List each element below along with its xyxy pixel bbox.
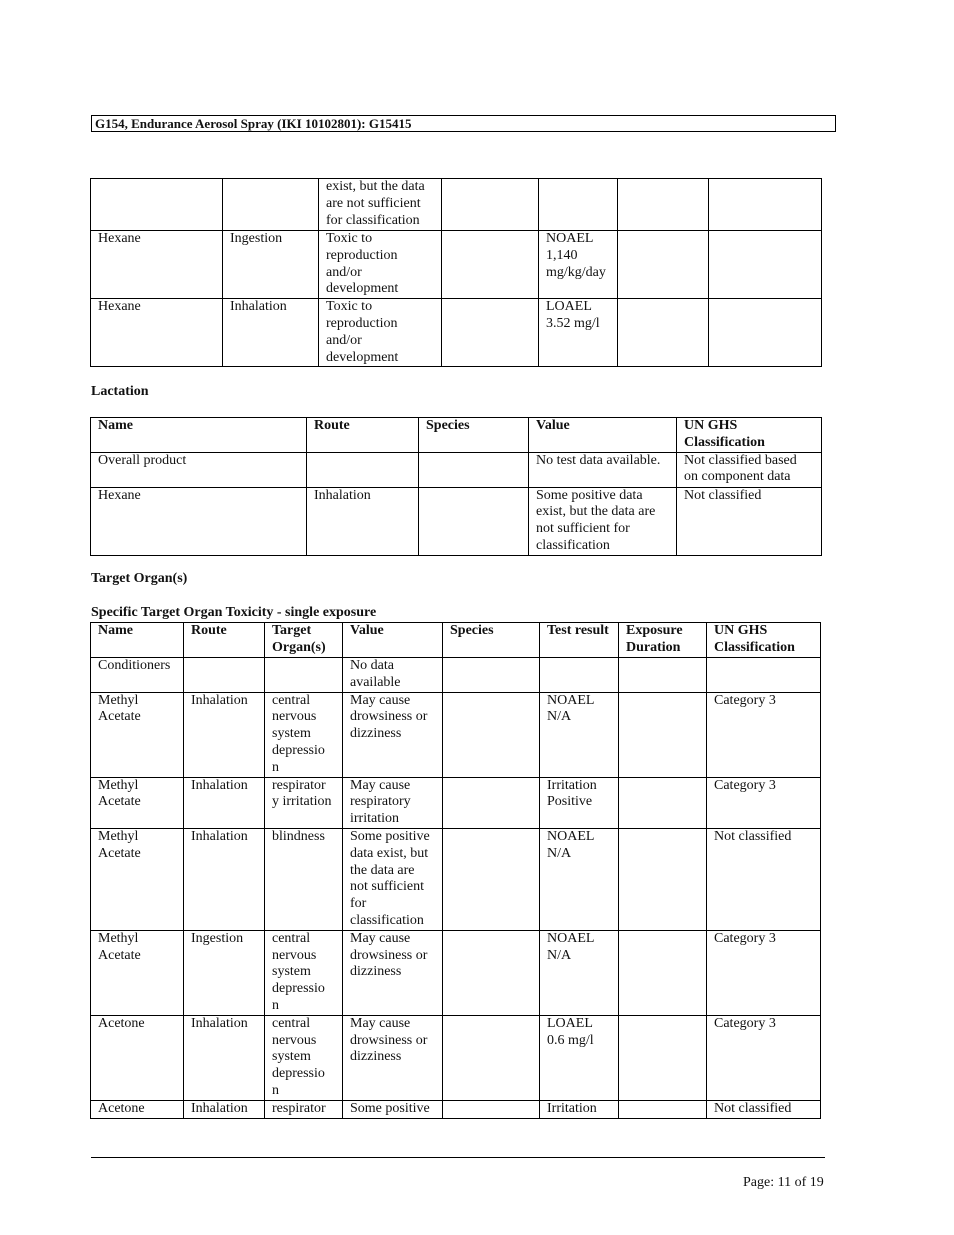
- stot-single-exposure-table: [90, 622, 821, 1119]
- duration-cell: [618, 231, 709, 299]
- value-cell: LOAEL 3.52 mg/l: [539, 299, 618, 367]
- name-cell: [91, 179, 223, 231]
- classification-cell: Category 3: [707, 777, 821, 828]
- duration-cell: [619, 828, 707, 930]
- route-cell: Ingestion: [184, 930, 265, 1015]
- species-cell: [442, 299, 539, 367]
- organ-cell: central nervous system depressio n: [265, 1015, 343, 1100]
- column-header-target-organ: Target Organ(s): [265, 623, 343, 658]
- route-cell: Inhalation: [307, 487, 419, 555]
- table-row: [91, 1100, 821, 1118]
- value-cell: Some positive data exist, but the data are not sufficient for classification: [343, 828, 443, 930]
- table-row: [91, 658, 821, 693]
- table-row: [91, 231, 822, 299]
- column-header-route: Route: [184, 623, 265, 658]
- outcome-cell: Toxic to reproduction and/or development: [319, 299, 442, 367]
- value-cell: No data available: [343, 658, 443, 693]
- species-cell: [443, 1015, 540, 1100]
- target-organ-heading: Target Organ(s): [91, 571, 188, 586]
- name-cell: Methyl Acetate: [91, 777, 184, 828]
- duration-cell: [619, 658, 707, 693]
- test-result-cell: NOAEL N/A: [540, 930, 619, 1015]
- test-result-cell: NOAEL N/A: [540, 692, 619, 777]
- route-cell: [223, 179, 319, 231]
- value-cell: [539, 179, 618, 231]
- name-cell: Overall product: [91, 452, 307, 487]
- table-row: [91, 828, 821, 930]
- name-cell: Hexane: [91, 487, 307, 555]
- duration-cell: [619, 777, 707, 828]
- lactation-table: [90, 417, 822, 556]
- name-cell: Conditioners: [91, 658, 184, 693]
- route-cell: Inhalation: [223, 299, 319, 367]
- table-row: [91, 452, 822, 487]
- organ-cell: central nervous system depressio n: [265, 930, 343, 1015]
- reproductive-toxicity-table: [90, 178, 822, 367]
- test-result-cell: LOAEL 0.6 mg/l: [540, 1015, 619, 1100]
- table-header-row: [91, 623, 821, 658]
- column-header-exposure-duration: Exposure Duration: [619, 623, 707, 658]
- stot-single-exposure-heading: Specific Target Organ Toxicity - single exposure: [91, 605, 377, 620]
- value-cell: May cause drowsiness or dizziness: [343, 692, 443, 777]
- species-cell: [443, 930, 540, 1015]
- name-cell: Methyl Acetate: [91, 828, 184, 930]
- duration-cell: [618, 299, 709, 367]
- species-cell: [443, 692, 540, 777]
- page-number: Page: 11 of 19: [743, 1175, 824, 1190]
- table-row: [91, 777, 821, 828]
- outcome-cell: exist, but the data are not sufficient for classification: [319, 179, 442, 231]
- column-header-route: Route: [307, 418, 419, 453]
- route-cell: Inhalation: [184, 1100, 265, 1118]
- column-header-name: Name: [91, 418, 307, 453]
- species-cell: [443, 777, 540, 828]
- column-header-value: Value: [529, 418, 677, 453]
- name-cell: Methyl Acetate: [91, 930, 184, 1015]
- name-cell: Hexane: [91, 231, 223, 299]
- name-cell: Acetone: [91, 1015, 184, 1100]
- document-header: G154, Endurance Aerosol Spray (IKI 10102801): G15415: [91, 115, 836, 132]
- organ-cell: [265, 658, 343, 693]
- extra-cell: [709, 179, 822, 231]
- species-cell: [419, 487, 529, 555]
- species-cell: [443, 828, 540, 930]
- value-cell: Some positive: [343, 1100, 443, 1118]
- duration-cell: [619, 1100, 707, 1118]
- table-header-row: [91, 418, 822, 453]
- organ-cell: respirator y irritation: [265, 777, 343, 828]
- name-cell: Hexane: [91, 299, 223, 367]
- species-cell: [419, 452, 529, 487]
- route-cell: Inhalation: [184, 777, 265, 828]
- classification-cell: Not classified: [677, 487, 822, 555]
- test-result-cell: Irritation: [540, 1100, 619, 1118]
- table-row: [91, 487, 822, 555]
- lactation-heading: Lactation: [91, 384, 149, 399]
- column-header-test-result: Test result: [540, 623, 619, 658]
- table-row: [91, 179, 822, 231]
- value-cell: No test data available.: [529, 452, 677, 487]
- species-cell: [442, 231, 539, 299]
- extra-cell: [709, 299, 822, 367]
- route-cell: [184, 658, 265, 693]
- classification-cell: Not classified: [707, 828, 821, 930]
- test-result-cell: [540, 658, 619, 693]
- species-cell: [443, 1100, 540, 1118]
- table-row: [91, 930, 821, 1015]
- value-cell: Some positive data exist, but the data are not sufficient for classification: [529, 487, 677, 555]
- value-cell: May cause drowsiness or dizziness: [343, 930, 443, 1015]
- name-cell: Methyl Acetate: [91, 692, 184, 777]
- table-row: [91, 692, 821, 777]
- classification-cell: Category 3: [707, 930, 821, 1015]
- route-cell: [307, 452, 419, 487]
- footer-divider: [91, 1157, 825, 1158]
- classification-cell: Category 3: [707, 1015, 821, 1100]
- organ-cell: blindness: [265, 828, 343, 930]
- column-header-species: Species: [443, 623, 540, 658]
- classification-cell: Not classified: [707, 1100, 821, 1118]
- column-header-classification: UN GHS Classification: [707, 623, 821, 658]
- value-cell: May cause respiratory irritation: [343, 777, 443, 828]
- route-cell: Inhalation: [184, 828, 265, 930]
- extra-cell: [709, 231, 822, 299]
- classification-cell: Not classified based on component data: [677, 452, 822, 487]
- outcome-cell: Toxic to reproduction and/or development: [319, 231, 442, 299]
- duration-cell: [619, 930, 707, 1015]
- classification-cell: Category 3: [707, 692, 821, 777]
- duration-cell: [618, 179, 709, 231]
- column-header-classification: UN GHS Classification: [677, 418, 822, 453]
- duration-cell: [619, 692, 707, 777]
- column-header-name: Name: [91, 623, 184, 658]
- route-cell: Inhalation: [184, 1015, 265, 1100]
- test-result-cell: NOAEL N/A: [540, 828, 619, 930]
- species-cell: [443, 658, 540, 693]
- value-cell: NOAEL 1,140 mg/kg/day: [539, 231, 618, 299]
- organ-cell: central nervous system depressio n: [265, 692, 343, 777]
- duration-cell: [619, 1015, 707, 1100]
- route-cell: Inhalation: [184, 692, 265, 777]
- name-cell: Acetone: [91, 1100, 184, 1118]
- column-header-value: Value: [343, 623, 443, 658]
- classification-cell: [707, 658, 821, 693]
- organ-cell: respirator: [265, 1100, 343, 1118]
- value-cell: May cause drowsiness or dizziness: [343, 1015, 443, 1100]
- table-row: [91, 1015, 821, 1100]
- table-row: [91, 299, 822, 367]
- column-header-species: Species: [419, 418, 529, 453]
- route-cell: Ingestion: [223, 231, 319, 299]
- species-cell: [442, 179, 539, 231]
- test-result-cell: Irritation Positive: [540, 777, 619, 828]
